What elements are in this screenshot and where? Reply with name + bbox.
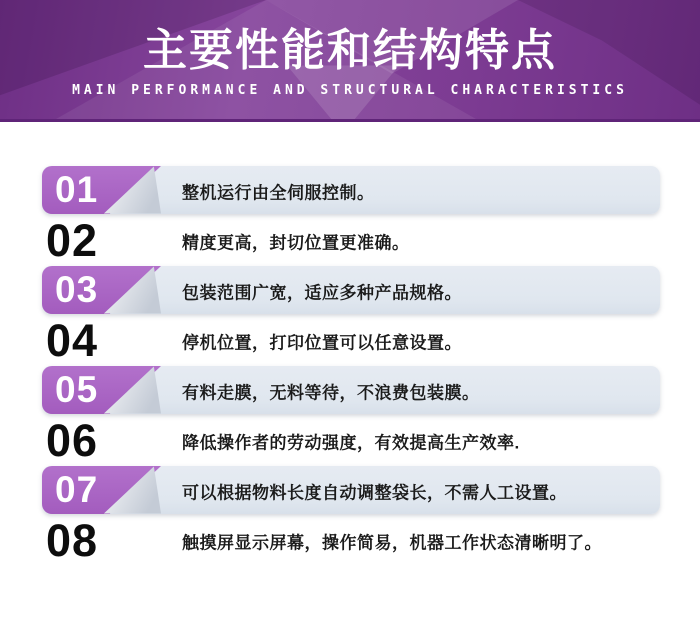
feature-text: 停机位置，打印位置可以任意设置。 bbox=[182, 333, 462, 353]
feature-text: 可以根据物料长度自动调整袋长，不需人工设置。 bbox=[182, 483, 567, 503]
feature-number: 07 bbox=[55, 469, 99, 510]
feature-text: 包装范围广宽，适应多种产品规格。 bbox=[182, 283, 462, 303]
feature-number: 06 bbox=[46, 415, 99, 466]
feature-row-06 bbox=[0, 416, 700, 466]
feature-text: 整机运行由全伺服控制。 bbox=[182, 183, 375, 203]
feature-row-03 bbox=[0, 266, 700, 316]
feature-text: 降低操作者的劳动强度，有效提高生产效率. bbox=[182, 433, 520, 453]
feature-row-02 bbox=[0, 216, 700, 266]
feature-number: 08 bbox=[46, 515, 99, 566]
feature-row-05 bbox=[0, 366, 700, 416]
number-badge bbox=[42, 366, 161, 414]
feature-row-01 bbox=[0, 166, 700, 216]
number-badge bbox=[42, 166, 161, 214]
page-subtitle: MAIN PERFORMANCE AND STRUCTURAL CHARACTERISTICS bbox=[72, 83, 628, 98]
header-banner bbox=[0, 0, 700, 122]
feature-number: 01 bbox=[55, 169, 99, 210]
feature-number: 04 bbox=[46, 315, 99, 366]
feature-text: 有料走膜，无料等待，不浪费包装膜。 bbox=[182, 383, 480, 403]
feature-row-04 bbox=[0, 316, 700, 366]
number-badge bbox=[42, 466, 161, 514]
page-title: 主要性能和结构特点 bbox=[143, 26, 557, 75]
feature-number: 03 bbox=[55, 269, 99, 310]
number-badge bbox=[42, 266, 161, 314]
feature-row-08 bbox=[0, 516, 700, 566]
feature-text: 触摸屏显示屏幕，操作简易，机器工作状态清晰明了。 bbox=[182, 533, 602, 553]
feature-row-07 bbox=[0, 466, 700, 516]
feature-number: 02 bbox=[46, 215, 99, 266]
feature-text: 精度更高，封切位置更准确。 bbox=[182, 233, 410, 253]
feature-list bbox=[0, 166, 700, 566]
feature-number: 05 bbox=[55, 369, 99, 410]
